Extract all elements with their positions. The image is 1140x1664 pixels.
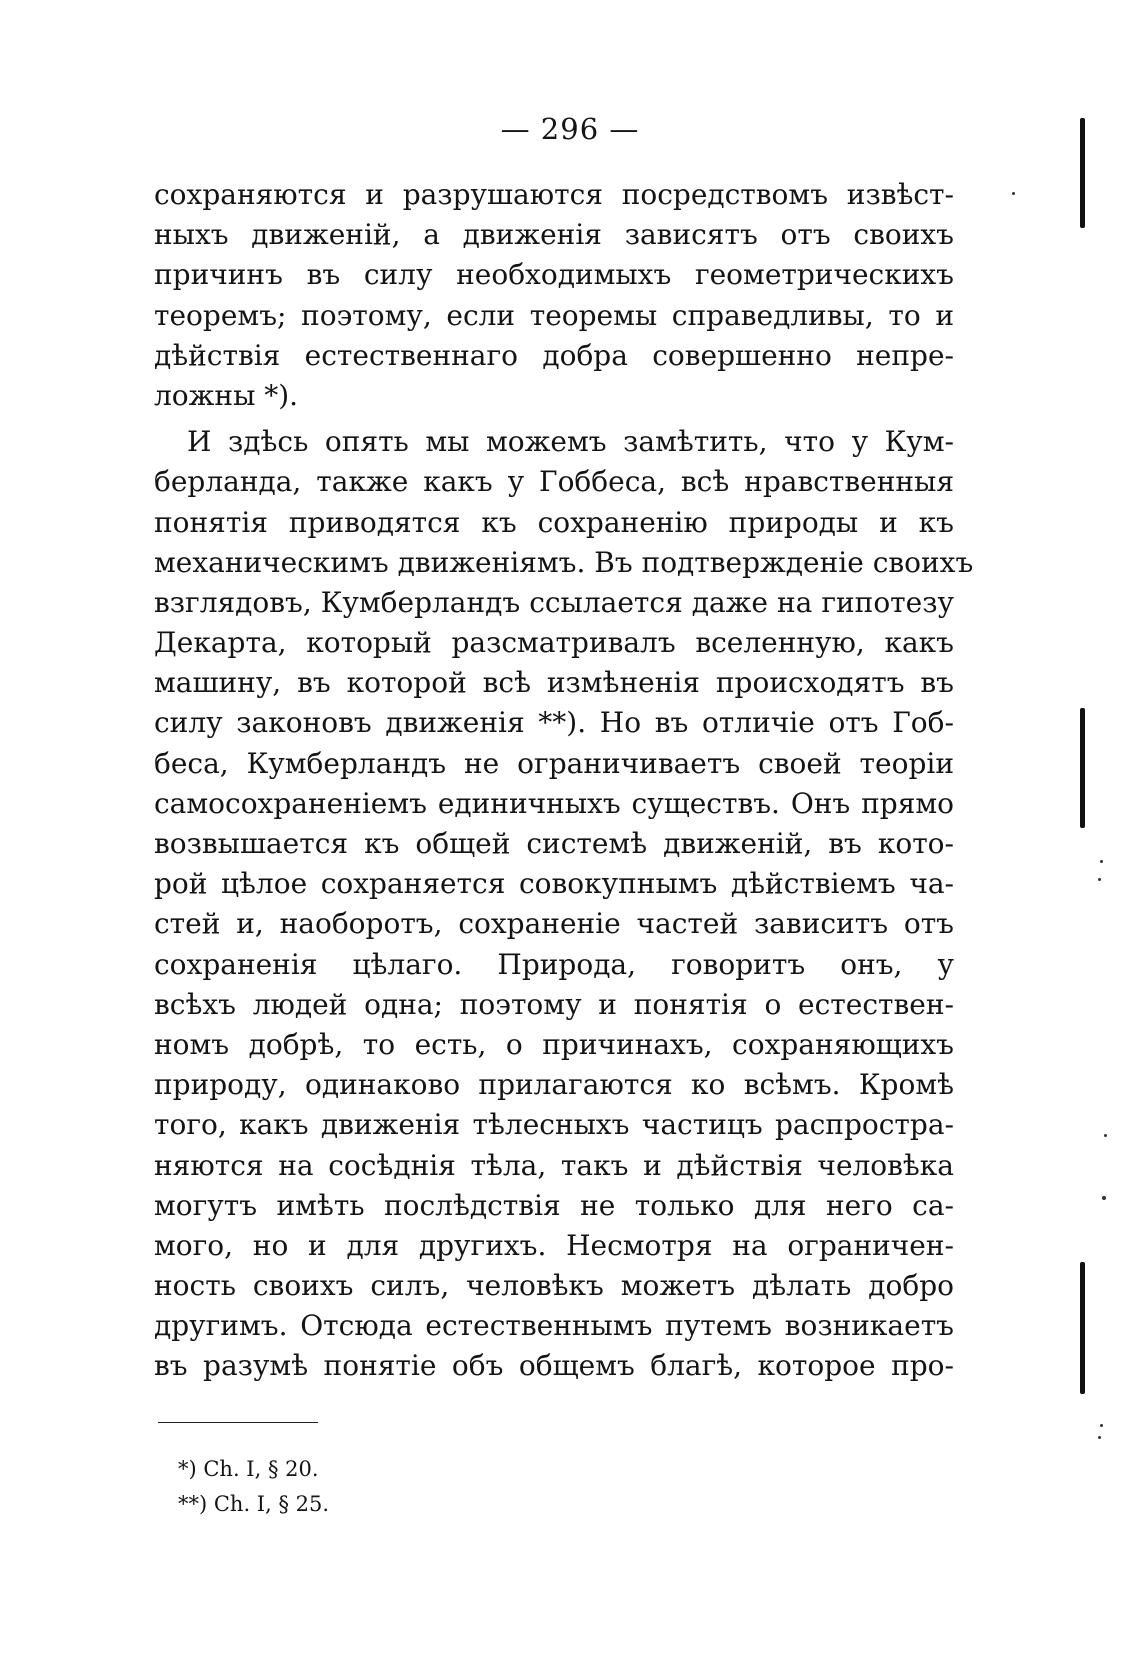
text-line: теоремъ; поэтому, если теоремы справедливы, то и — [154, 298, 954, 332]
scan-artifact-speck — [1100, 1424, 1103, 1427]
text-line: причинъ въ силу необходимыхъ геометрическихъ — [154, 258, 954, 292]
footnote-divider — [158, 1422, 318, 1423]
text-line: берланда, также какъ у Гоббеса, всѣ нравственныя — [154, 465, 954, 499]
scan-artifact-speck — [1104, 1134, 1107, 1137]
text-line: природу, одинаково прилагаются ко всѣмъ. Кромѣ — [154, 1068, 954, 1102]
text-line: другимъ. Отсюда естественнымъ путемъ возникаетъ — [154, 1309, 954, 1343]
page-number: — 296 — — [500, 112, 640, 146]
scan-artifact-mark — [1080, 1262, 1085, 1394]
text-line: ныхъ движеній, а движенія зависятъ отъ своихъ — [154, 218, 954, 252]
text-line: Декарта, который разсматривалъ вселенную, какъ — [154, 626, 954, 660]
footnote-1: *) Ch. I, § 20. — [178, 1457, 319, 1481]
text-line: взглядовъ, Кумберландъ ссылается даже на гипотезу — [154, 585, 954, 619]
text-line: дѣйствія естественнаго добра совершенно непре- — [154, 338, 954, 372]
text-line: понятія приводятся къ сохраненію природы и къ — [154, 505, 954, 539]
text-line: рой цѣлое сохраняется совокупнымъ дѣйствіемъ ча- — [154, 867, 954, 901]
text-line: всѣхъ людей одна; поэтому и понятія о естествен- — [154, 987, 954, 1021]
text-line: номъ добрѣ, то есть, о причинахъ, сохраняющихъ — [154, 1027, 954, 1061]
text-line: въ разумѣ понятіе объ общемъ благѣ, которое про- — [154, 1349, 954, 1383]
text-line: ложны *). — [154, 378, 299, 412]
scan-artifact-speck — [1098, 1436, 1101, 1439]
text-line: могутъ имѣть послѣдствія не только для него са- — [154, 1188, 954, 1222]
text-line: ность своихъ силъ, человѣкъ можетъ дѣлать добро — [154, 1269, 954, 1303]
text-line: беса, Кумберландъ не ограничиваетъ своей теоріи — [154, 746, 954, 780]
text-line: стей и, наоборотъ, сохраненіе частей зависитъ отъ — [154, 907, 954, 941]
paragraph-2 — [154, 422, 974, 1387]
text-line: машину, въ которой всѣ измѣненія происходятъ въ — [154, 666, 954, 700]
text-line: И здѣсь опять мы можемъ замѣтить, что у Кум- — [187, 425, 954, 459]
text-line: самосохраненіемъ единичныхъ существъ. Онъ прямо — [154, 786, 954, 820]
text-line: механическимъ движеніямъ. Въ подтвержденіе своихъ — [154, 545, 974, 579]
text-line: возвышается къ общей системѣ движеній, въ кото- — [154, 827, 954, 860]
text-line: сохраненія цѣлаго. Природа, говоритъ онъ, у — [154, 947, 954, 981]
text-line: няются на сосѣднія тѣла, такъ и дѣйствія человѣка — [154, 1148, 954, 1182]
paragraph-1 — [154, 175, 954, 416]
scan-artifact-speck — [1098, 878, 1101, 881]
text-line: мого, но и для другихъ. Несмотря на ограничен- — [154, 1228, 954, 1262]
footnotes — [178, 1452, 329, 1522]
scan-artifact-mark — [1080, 708, 1085, 828]
footnote-2: **) Ch. I, § 25. — [178, 1492, 330, 1516]
body-text — [154, 175, 974, 1387]
text-line: того, какъ движенія тѣлесныхъ частицъ распростра- — [154, 1108, 954, 1142]
scan-artifact-speck — [1100, 860, 1103, 863]
scan-artifact-mark — [1080, 118, 1085, 228]
scan-artifact-speck — [1012, 192, 1015, 195]
scan-artifact-speck — [1102, 1196, 1106, 1200]
text-line: силу законовъ движенія **). Но въ отличіе отъ Гоб- — [154, 706, 954, 740]
text-line: сохраняются и разрушаются посредствомъ извѣст- — [154, 178, 954, 211]
